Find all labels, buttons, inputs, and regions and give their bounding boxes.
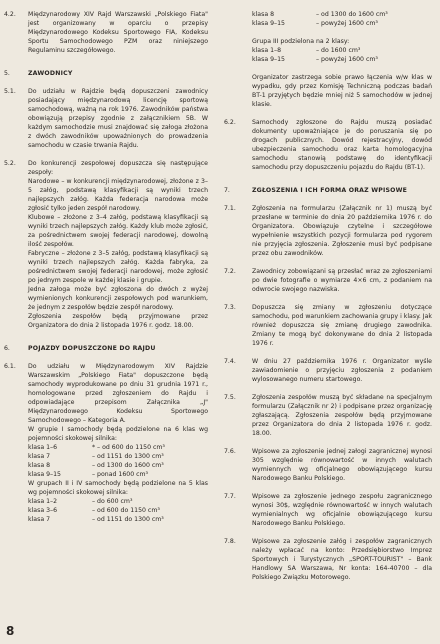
heading-number: 7. bbox=[224, 187, 230, 194]
section-text: Do udziału w Rajdzie będą dopuszczeni zawodnicy posiadający międzynarodową licencję sportową samochodową, ważną na rok 1976. Zawodników państwa obowiązują przepisy zgodnie z załącznikiem 5B. W każdym samochodzie musi znajdować się załoga złożona z dwóch zawodników upoważnionych do prowadzenia samochodu w czasie trwania Rajdu. bbox=[28, 88, 208, 149]
class-name: klasa 7 bbox=[28, 516, 51, 523]
page-number: 8 bbox=[6, 624, 15, 638]
class-range: * – od 600 do 1150 cm³ bbox=[92, 444, 165, 451]
class-range: – od 1151 do 1300 cm³ bbox=[92, 453, 164, 460]
class-table-group-1 bbox=[28, 443, 208, 479]
section-number: 7.8. bbox=[224, 538, 236, 545]
section-text: Dopuszcza się zmiany w zgłoszeniu dotyczące samochodu, pod warunkiem zachowania grupy i klasy. Jak również dopuszcza się zmianę drugiego zawodnika. Zmiany te mogą być dokonywane do dnia 2 listopada 1976 r. bbox=[252, 304, 432, 347]
organizer-note: Organizator zastrzega sobie prawo łączenia w/w klas w wypadku, gdy przez Komisję Techniczną podczas badań BT-1 przyjętych będzie mniej niż 5 samochodów w jednej klasie. bbox=[252, 74, 432, 108]
section-text: Samochody zgłoszone do Rajdu muszą posiadać dokumenty upoważniające je do poruszania się po drogach publicznych. Dowód rejestracyjny, dowód ubezpieczenia samochodu oraz karta homologacyjna samochodu stanowią podstawę do identyfikacji samochodu przy dopuszczeniu pojazdu do Rajdu (BT-1). bbox=[252, 119, 432, 171]
class-table-group-2 bbox=[28, 497, 208, 524]
heading-7 bbox=[224, 186, 432, 195]
class-name: klasa 7 bbox=[28, 453, 51, 460]
section-number: 5.1. bbox=[4, 88, 16, 95]
class-range: – od 600 do 1150 cm³ bbox=[92, 507, 160, 514]
section-7-4 bbox=[224, 357, 432, 384]
section-number: 7.5. bbox=[224, 394, 236, 401]
class-name: klasa 3–6 bbox=[28, 507, 58, 514]
section-7-6 bbox=[224, 447, 432, 483]
class-range: – ponad 1600 cm³ bbox=[92, 471, 149, 478]
class-range: – od 1151 do 1300 cm³ bbox=[92, 516, 164, 523]
section-text: Zawodnicy zobowiązani są przesłać wraz ze zgłoszeniami po dwie fotografie o wymiarze 4×6 cm, z podaniem na odwrocie swojego nazwiska. bbox=[252, 268, 432, 293]
section-number: 7.4. bbox=[224, 358, 236, 365]
class-table-group-3 bbox=[252, 46, 432, 64]
section-7-7 bbox=[224, 492, 432, 528]
class-range: – od 1300 do 1600 cm³ bbox=[316, 11, 388, 18]
intro-text: Do udziału w Międzynarodowym XIV Rajdzie Warszawskim „Polskiego Fiata" dopuszczone będą samochody wyprodukowane po dniu 31 grudnia 1971 r., homologowane przed zgłoszeniem do Rajdu i odpowiadające przepisom Załącznika „J" Międzynarodowego Kodeksu Sportowego Samochodowego – Kategoria A. bbox=[28, 363, 208, 424]
section-6-1 bbox=[0, 362, 208, 524]
team-entries: Zgłoszenia zespołów będą przyjmowane przez Organizatora do dnia 2 listopada 1976 r. godz. 18.00. bbox=[28, 313, 208, 329]
heading-number: 5. bbox=[4, 70, 10, 77]
section-number: 7.1. bbox=[224, 205, 236, 212]
section-7-2 bbox=[224, 267, 432, 294]
right-column bbox=[224, 10, 432, 582]
team-national: Narodowe – w konkurencji międzynarodowej, złożone z 3–5 załóg, podstawą klasyfikacji są wyniki trzech najlepszych załóg. Każda federacja narodowa może zgłosić tylko jeden zespół narodowy. bbox=[28, 178, 208, 212]
class-name: klasa 9–15 bbox=[28, 471, 61, 478]
class-name: klasa 1–8 bbox=[252, 47, 282, 54]
section-text: Wpisowe za zgłoszenie załóg i zespołów zagranicznych należy wpłacać na konto: Przedsiębiorstwo Imprez Sportowych i Turystycznych „SPORT-TOURIST" – Bank Handlowy SA Warszawa, Nr konta: 164-40700 – dla Polskiego Związku Motorowego. bbox=[252, 538, 432, 581]
section-number: 4.2. bbox=[4, 11, 16, 18]
heading-5 bbox=[0, 69, 208, 78]
group-2-text: W grupach II i IV samochody będą podzielone na 5 klas wg pojemności skokowej silnika: bbox=[28, 480, 208, 496]
section-number: 7.7. bbox=[224, 493, 236, 500]
section-text: Międzynarodowy XIV Rajd Warszawski „Polskiego Fiata" jest organizowany w oparciu o przepisy Międzynarodowego Kodeksu Sportowego FIA, Kodeksu Sportu Samochodowego PZM oraz niniejszego Regulaminu szczegółowego. bbox=[28, 11, 208, 54]
class-range: – powyżej 1600 cm³ bbox=[316, 20, 378, 27]
section-number: 5.2. bbox=[4, 160, 16, 167]
section-number: 7.6. bbox=[224, 448, 236, 455]
section-text: Wpisowe za zgłoszenie jednej załogi zagranicznej wynosi 305 względnie równowartość w innych walutach wymiennych wg oficjalnego obowiązującego kursu Narodowego Banku Polskiego. bbox=[252, 448, 432, 482]
class-table-continued bbox=[252, 10, 432, 28]
section-text: Wpisowe za zgłoszenie jednego zespołu zagranicznego wynosi 30$, względnie równowartość w innych walutach wymienialnych wg oficjalnie obowiązującego kursu Narodowego Banku Polskiego. bbox=[252, 493, 432, 527]
team-factory: Fabryczne – złożone z 3–5 załóg, podstawą klasyfikacji są wyniki trzech najlepszych załóg. Każda fabryka, za pośrednictwem swojej federacji narodowej, może zgłosić po jednym zespole w każdej klasie i grupie. bbox=[28, 250, 208, 284]
heading-6 bbox=[0, 344, 208, 353]
team-club: Klubowe – złożone z 3–4 załóg, podstawą klasyfikacji są wyniki trzech najlepszych załóg. Każdy klub może zgłosić, za pośrednictwem swojej federacji narodowej, dowolną ilość zespołów. bbox=[28, 214, 208, 248]
section-number: 6.1. bbox=[4, 363, 16, 370]
class-range: – od 1300 do 1600 cm³ bbox=[92, 462, 164, 469]
section-6-2 bbox=[224, 118, 432, 172]
section-7-5 bbox=[224, 393, 432, 438]
section-5-1 bbox=[0, 87, 208, 150]
heading-text: ZGŁOSZENIA I ICH FORMA ORAZ WPISOWE bbox=[252, 187, 408, 194]
section-4-2 bbox=[0, 10, 208, 55]
section-7-8 bbox=[224, 537, 432, 582]
section-text: Zgłoszenia na formularzu (Załącznik nr 1) muszą być przesłane w terminie do dnia 20 października 1976 r. do Organizatora. Obowiązuje czytelne i szczegółowe wypełnienie wszystkich pozycji formularza pod rygorem nie przyjęcia zgłoszenia. Zgłoszenie musi być podpisane przez obu zawodników. bbox=[252, 205, 432, 257]
class-name: klasa 9–15 bbox=[252, 56, 285, 63]
heading-text: ZAWODNICY bbox=[28, 70, 73, 77]
class-name: klasa 8 bbox=[28, 462, 51, 469]
class-name: klasa 1–6 bbox=[28, 444, 58, 451]
intro-text: Do konkurencji zespołowej dopuszcza się następujące zespoły: bbox=[28, 160, 208, 176]
group-1-text: W grupie I samochody będą podzielone na 6 klas wg pojemności skokowej silnika: bbox=[28, 426, 208, 442]
crew-rule: Jedna załoga może być zgłoszona do dwóch z wyżej wymienionych konkurencji zespołowych pod warunkiem, że jednym z zespołów będzie zespół narodowy. bbox=[28, 286, 208, 311]
class-name: klasa 9–15 bbox=[252, 20, 285, 27]
section-text: W dniu 27 października 1976 r. Organizator wyśle zawiadomienie o przyjęciu zgłoszenia z podaniem wylosowanego numeru startowego. bbox=[252, 358, 432, 383]
heading-text: POJAZDY DOPUSZCZONE DO RAJDU bbox=[28, 345, 156, 352]
class-range: – do 1600 cm³ bbox=[316, 47, 361, 54]
section-number: 7.2. bbox=[224, 268, 236, 275]
section-text: Zgłoszenia zespołów muszą być składane na specjalnym formularzu (Załącznik nr 2) i podpisane przez organizację zgłaszającą. Zgłoszenia zespołów będą przyjmowane przez Organizatora do dnia 2 listopada 1976 r. godz. 18.00. bbox=[252, 394, 432, 437]
section-5-2 bbox=[0, 159, 208, 330]
class-range: – do 600 cm³ bbox=[92, 498, 133, 505]
left-column bbox=[0, 10, 208, 524]
section-number: 6.2. bbox=[224, 119, 236, 126]
class-range: – powyżej 1600 cm³ bbox=[316, 56, 378, 63]
class-name: klasa 1–2 bbox=[28, 498, 58, 505]
section-7-3 bbox=[224, 303, 432, 348]
class-name: klasa 8 bbox=[252, 11, 275, 18]
heading-number: 6. bbox=[4, 345, 10, 352]
section-number: 7.3. bbox=[224, 304, 236, 311]
group-3-text: Grupa III podzielona na 2 klasy: bbox=[252, 38, 350, 45]
section-7-1 bbox=[224, 204, 432, 258]
